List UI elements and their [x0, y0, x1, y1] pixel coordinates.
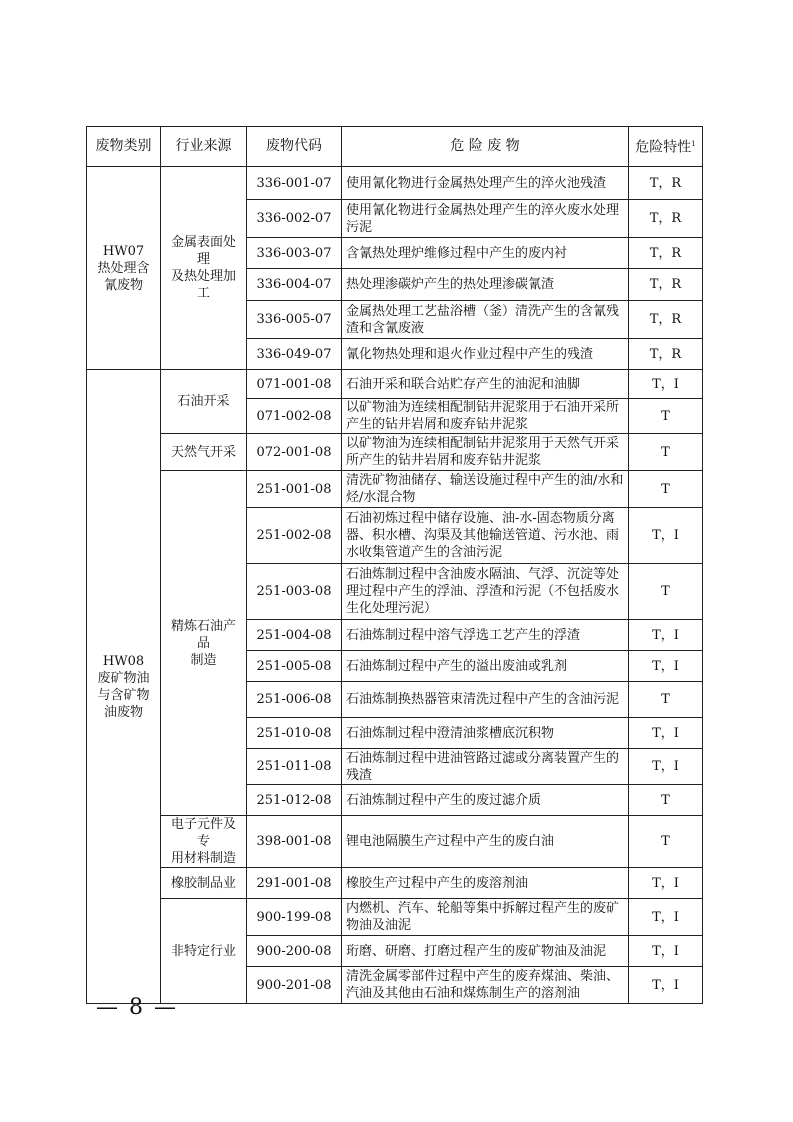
waste-description-cell: 石油初炼过程中储存设施、油-水-固态物质分离器、积水槽、沟渠及其他输送管道、污水池、雨水收集管道产生的含油污泥: [342, 508, 629, 564]
waste-description-cell: 石油炼制过程中含油废水隔油、气浮、沉淀等处理过程中产生的浮油、浮渣和污泥（不包括废水生化处理污泥）: [342, 564, 629, 620]
table-row: [87, 471, 703, 508]
waste-code-cell: 336-004-07: [247, 269, 342, 301]
waste-description-cell: 珩磨、研磨、打磨过程产生的废矿物油及油泥: [342, 936, 629, 967]
waste-description-cell: 热处理渗碳炉产生的热处理渗碳氰渣: [342, 269, 629, 301]
waste-description-cell: 内燃机、汽车、轮船等集中拆解过程产生的废矿物油及油泥: [342, 899, 629, 936]
waste-code-cell: 900-199-08: [247, 899, 342, 936]
hazardous-waste-table: [86, 126, 703, 1004]
waste-code-cell: 900-201-08: [247, 967, 342, 1004]
hazard-characteristic-cell: T，I: [629, 967, 703, 1004]
hazard-characteristic-cell: T，I: [629, 651, 703, 682]
hazard-characteristic-cell: T，R: [629, 269, 703, 301]
waste-code-cell: 291-001-08: [247, 868, 342, 899]
waste-description-cell: 使用氰化物进行金属热处理产生的淬火池残渣: [342, 167, 629, 200]
hazard-characteristic-cell: T: [629, 564, 703, 620]
waste-code-cell: 251-005-08: [247, 651, 342, 682]
waste-code-cell: 398-001-08: [247, 816, 342, 868]
table-header-row: [87, 127, 703, 167]
waste-category-cell: HW07 热处理含 氰废物: [87, 167, 161, 370]
waste-description-cell: 橡胶生产过程中产生的废溶剂油: [342, 868, 629, 899]
hazard-characteristic-cell: T，R: [629, 200, 703, 238]
waste-description-cell: 石油炼制过程中产生的溢出废油或乳剂: [342, 651, 629, 682]
waste-code-cell: 251-003-08: [247, 564, 342, 620]
hazard-characteristic-cell: T，R: [629, 339, 703, 370]
table-body: [87, 167, 703, 1004]
waste-description-cell: 金属热处理工艺盐浴槽（釜）清洗产生的含氰残渣和含氰废液: [342, 301, 629, 339]
waste-description-cell: 石油炼制换热器管束清洗过程中产生的含油污泥: [342, 682, 629, 718]
waste-description-cell: 锂电池隔膜生产过程中产生的废白油: [342, 816, 629, 868]
waste-description-cell: 清洗金属零部件过程中产生的废弃煤油、柴油、汽油及其他由石油和煤炼制生产的溶剂油: [342, 967, 629, 1004]
waste-code-cell: 251-004-08: [247, 620, 342, 651]
waste-code-cell: 336-001-07: [247, 167, 342, 200]
hazard-characteristic-cell: T: [629, 434, 703, 471]
waste-code-cell: 336-002-07: [247, 200, 342, 238]
hazard-characteristic-cell: T: [629, 471, 703, 508]
waste-description-cell: 使用氰化物进行金属热处理产生的淬火废水处理污泥: [342, 200, 629, 238]
waste-code-cell: 336-003-07: [247, 238, 342, 269]
table-row: [87, 899, 703, 936]
page-number: — 8 —: [96, 995, 178, 1020]
industry-source-cell: 非特定行业: [161, 899, 247, 1004]
hazard-characteristic-cell: T，R: [629, 167, 703, 200]
hazard-characteristic-cell: T，I: [629, 899, 703, 936]
table-row: [87, 816, 703, 868]
table-row: [87, 167, 703, 200]
waste-code-cell: 072-001-08: [247, 434, 342, 471]
header-hazard: 危险特性$^1$: [629, 127, 703, 167]
hazard-characteristic-cell: T，I: [629, 620, 703, 651]
hazard-footnote-marker: 1: [691, 140, 696, 149]
hazard-characteristic-cell: T: [629, 816, 703, 868]
header-waste: 危 险 废 物: [342, 127, 629, 167]
hazard-characteristic-cell: T，R: [629, 238, 703, 269]
hazard-characteristic-cell: T，I: [629, 868, 703, 899]
table-row: [87, 434, 703, 471]
industry-source-cell: 精炼石油产品 制造: [161, 471, 247, 816]
waste-code-cell: 251-002-08: [247, 508, 342, 564]
waste-code-cell: 336-005-07: [247, 301, 342, 339]
hazard-characteristic-cell: T: [629, 682, 703, 718]
waste-category-cell: HW08 废矿物油 与含矿物 油废物: [87, 370, 161, 1004]
hazard-characteristic-cell: T，I: [629, 370, 703, 399]
waste-description-cell: 石油炼制过程中产生的废过滤介质: [342, 785, 629, 816]
header-category: 废物类别: [87, 127, 161, 167]
waste-description-cell: 石油炼制过程中进油管路过滤或分离装置产生的残渣: [342, 749, 629, 785]
table-row: [87, 370, 703, 399]
hazard-characteristic-cell: T，I: [629, 749, 703, 785]
header-code: 废物代码: [247, 127, 342, 167]
waste-description-cell: 含氰热处理炉维修过程中产生的废内衬: [342, 238, 629, 269]
waste-code-cell: 071-002-08: [247, 399, 342, 434]
table-row: [87, 868, 703, 899]
waste-description-cell: 清洗矿物油储存、输送设施过程中产生的油/水和烃/水混合物: [342, 471, 629, 508]
waste-description-cell: 以矿物油为连续相配制钻井泥浆用于石油开采所产生的钻井岩屑和废弃钻井泥浆: [342, 399, 629, 434]
waste-code-cell: 251-006-08: [247, 682, 342, 718]
waste-code-cell: 251-011-08: [247, 749, 342, 785]
hazard-characteristic-cell: T，I: [629, 508, 703, 564]
hazard-characteristic-cell: T，R: [629, 301, 703, 339]
hazard-characteristic-cell: T，I: [629, 936, 703, 967]
waste-description-cell: 以矿物油为连续相配制钻井泥浆用于天然气开采所产生的钻井岩屑和废弃钻井泥浆: [342, 434, 629, 471]
waste-description-cell: 石油开采和联合站贮存产生的油泥和油脚: [342, 370, 629, 399]
header-source: 行业来源: [161, 127, 247, 167]
waste-code-cell: 071-001-08: [247, 370, 342, 399]
industry-source-cell: 电子元件及专 用材料制造: [161, 816, 247, 868]
industry-source-cell: 天然气开采: [161, 434, 247, 471]
waste-code-cell: 251-010-08: [247, 718, 342, 749]
industry-source-cell: 橡胶制品业: [161, 868, 247, 899]
industry-source-cell: 石油开采: [161, 370, 247, 434]
hazard-characteristic-cell: T，I: [629, 718, 703, 749]
industry-source-cell: 金属表面处理 及热处理加工: [161, 167, 247, 370]
hazard-characteristic-cell: T: [629, 399, 703, 434]
waste-code-cell: 251-012-08: [247, 785, 342, 816]
waste-description-cell: 石油炼制过程中溶气浮选工艺产生的浮渣: [342, 620, 629, 651]
waste-code-cell: 336-049-07: [247, 339, 342, 370]
waste-description-cell: 氰化物热处理和退火作业过程中产生的残渣: [342, 339, 629, 370]
waste-code-cell: 251-001-08: [247, 471, 342, 508]
waste-description-cell: 石油炼制过程中澄清油浆槽底沉积物: [342, 718, 629, 749]
hazard-characteristic-cell: T: [629, 785, 703, 816]
waste-code-cell: 900-200-08: [247, 936, 342, 967]
